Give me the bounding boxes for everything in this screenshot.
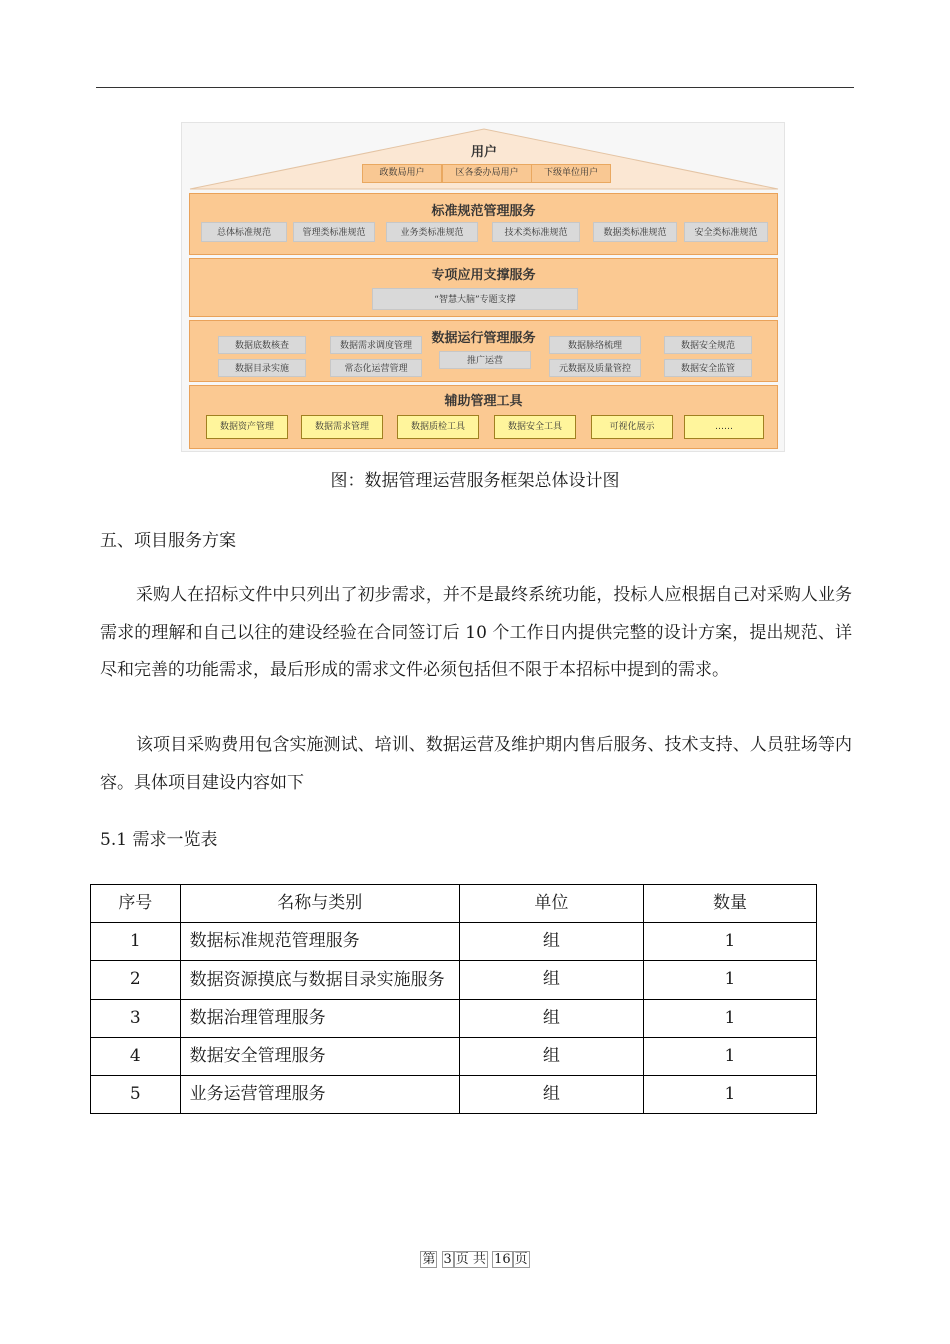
paragraph: 采购人在招标文件中只列出了初步需求，并不是最终系统功能，投标人应根据自己对采购人业务需求的理解和自己以往的建设经验在合同签订后 10 个工作日内提供完整的设计方案，提出规范、详尽和完善的功能需求，最后形成的需求文件必须包括但不限于本招标中提到的需求。 xyxy=(100,585,852,681)
standards-item: 安全类标准规范 xyxy=(684,222,768,242)
subsection-heading: 5.1 需求一览表 xyxy=(100,830,218,850)
footer-suffix: 页 xyxy=(514,1252,528,1267)
operations-item: 数据目录实施 xyxy=(218,359,306,377)
user-chip: 下级单位用户 xyxy=(531,164,611,183)
table-cell: 2 xyxy=(91,961,181,1000)
operations-band xyxy=(189,320,778,382)
tools-item: 数据需求管理 xyxy=(301,415,383,439)
standards-item: 技术类标准规范 xyxy=(492,222,580,242)
tools-title: 辅助管理工具 xyxy=(444,394,523,409)
table-row xyxy=(91,1038,817,1076)
tools-item: 数据质检工具 xyxy=(397,415,479,439)
tools-item: …… xyxy=(684,415,764,439)
tools-item: 可视化展示 xyxy=(591,415,673,439)
table-cell: 数据安全管理服务 xyxy=(180,1038,459,1076)
table-cell: 业务运营管理服务 xyxy=(180,1076,459,1114)
standards-item: 数据类标准规范 xyxy=(593,222,677,242)
column-header: 数量 xyxy=(643,885,816,923)
header-rule xyxy=(96,87,854,88)
column-header: 名称与类别 xyxy=(180,885,459,923)
table-cell: 组 xyxy=(459,923,643,961)
standards-title: 标准规范管理服务 xyxy=(431,204,536,219)
table-cell: 组 xyxy=(459,1038,643,1076)
user-chip: 区各委办局用户 xyxy=(442,164,532,183)
framework-diagram xyxy=(181,122,785,452)
special-band xyxy=(189,258,778,317)
users-title: 用户 xyxy=(470,145,497,160)
figure-caption: 图：数据管理运营服务框架总体设计图 xyxy=(330,471,620,491)
operations-title: 数据运行管理服务 xyxy=(431,331,536,346)
table-cell: 组 xyxy=(459,1076,643,1114)
column-header: 单位 xyxy=(459,885,643,923)
tools-item: 数据安全工具 xyxy=(494,415,576,439)
table-cell: 1 xyxy=(643,1038,816,1076)
table-cell: 4 xyxy=(91,1038,181,1076)
tools-band xyxy=(189,385,778,449)
table-cell: 数据标准规范管理服务 xyxy=(180,923,459,961)
standards-item: 管理类标准规范 xyxy=(293,222,375,242)
section-heading: 五、项目服务方案 xyxy=(100,531,236,551)
table-header-row xyxy=(91,885,817,923)
operations-item: 常态化运营管理 xyxy=(330,359,422,377)
table-cell: 5 xyxy=(91,1076,181,1114)
standards-item: 业务类标准规范 xyxy=(386,222,478,242)
table-cell: 1 xyxy=(643,961,816,1000)
operations-item: 数据需求调度管理 xyxy=(330,336,422,354)
special-title: 专项应用支撑服务 xyxy=(431,268,536,283)
operations-item: 数据底数核查 xyxy=(218,336,306,354)
operations-item: 数据脉络梳理 xyxy=(549,336,641,354)
tools-item: 数据资产管理 xyxy=(206,415,288,439)
table-cell: 1 xyxy=(643,923,816,961)
table-row xyxy=(91,1000,817,1038)
standards-band xyxy=(189,193,778,255)
table-cell: 1 xyxy=(643,1076,816,1114)
standards-item: 总体标准规范 xyxy=(201,222,287,242)
user-chip: 政数局用户 xyxy=(362,164,442,183)
table-cell: 数据治理管理服务 xyxy=(180,1000,459,1038)
table-row xyxy=(91,961,817,1000)
table-row xyxy=(91,1076,817,1114)
special-item: “智慧大脑”专题支撑 xyxy=(372,288,578,310)
table-row xyxy=(91,923,817,961)
operations-item: 数据安全规范 xyxy=(664,336,752,354)
table-cell: 组 xyxy=(459,961,643,1000)
operations-item: 元数据及质量管控 xyxy=(549,359,641,377)
table-cell: 3 xyxy=(91,1000,181,1038)
paragraph: 该项目采购费用包含实施测试、培训、数据运营及维护期内售后服务、技术支持、人员驻场等内容。具体项目建设内容如下 xyxy=(100,735,852,793)
operations-item: 数据安全监管 xyxy=(664,359,752,377)
table-cell: 1 xyxy=(643,1000,816,1038)
footer-mid: 页 共 xyxy=(455,1252,486,1267)
operations-item: 推广运营 xyxy=(439,351,531,369)
table-cell: 组 xyxy=(459,1000,643,1038)
table-cell: 1 xyxy=(91,923,181,961)
current-page-number: 3 xyxy=(443,1252,452,1267)
column-header: 序号 xyxy=(91,885,181,923)
table-cell: 数据资源摸底与数据目录实施服务 xyxy=(180,961,459,1000)
page-footer xyxy=(0,1248,950,1267)
requirements-table xyxy=(90,884,817,1114)
footer-prefix: 第 xyxy=(422,1252,436,1267)
total-pages: 16 xyxy=(494,1252,511,1267)
